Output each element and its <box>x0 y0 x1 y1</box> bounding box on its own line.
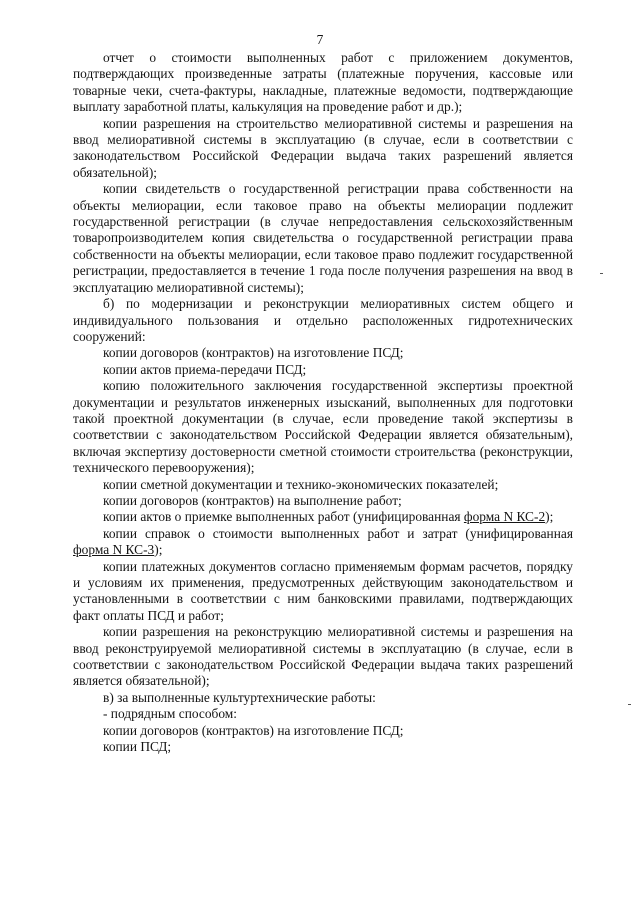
paragraph-7: копию положительного заключения государственной экспертизы проектной документации и результатов инженерных изысканий, выполненных для подготовки такой проектной документации (в случае, если проведение такой экспертизы в соответствии с законодательством Российской Федерации является обязательным), включая экспертизу достоверности сметной стоимости строительства (реконструкции, технического перевооружения); <box>73 378 573 476</box>
paragraph-11-text-after: ); <box>154 542 163 558</box>
paragraph-13: копии разрешения на реконструкцию мелиоративной системы и разрешения на ввод реконструируемой мелиоративной системы в эксплуатацию (в случае, если в соответствии с законодательством Российской Федерации выдача таких разрешений является обязательной); <box>73 624 573 689</box>
paragraph-16: копии договоров (контрактов) на изготовление ПСД; <box>103 722 404 738</box>
paragraph-6: копии актов приема-передачи ПСД; <box>103 361 307 377</box>
paragraph-14: в) за выполненные культуртехнические работы: <box>103 689 376 705</box>
form-ks3-link[interactable]: форма N КС-3 <box>73 542 155 558</box>
page-number: 7 <box>316 32 324 47</box>
paragraph-2: копии разрешения на строительство мелиоративной системы и разрешения на ввод мелиоративной системы в эксплуатацию (в случае, если в соответствии с законодательством Российской Федерации выдача таких разрешений является обязательной); <box>73 115 573 180</box>
paragraph-10-text-before: копии актов о приемке выполненных работ (унифицированная <box>103 509 464 525</box>
document-body <box>73 50 573 755</box>
paragraph-3: копии свидетельств о государственной регистрации права собственности на объекты мелиорации, если таковое право на объекты мелиорации подлежит государственной регистрации (в случае непредоставления сельскохозяйственным товаропроизводителем копия свидетельства о государственной регистрации права собственности на объекты мелиорации, если таковое право подлежит государственной регистрации, предоставляется в течение 1 года после получения разрешения на ввод в эксплуатацию мелиоративной системы); <box>73 181 573 295</box>
paragraph-10-text-after: ); <box>545 509 554 525</box>
paragraph-9: копии договоров (контрактов) на выполнение работ; <box>103 492 402 508</box>
paragraph-10 <box>73 509 573 525</box>
paragraph-15: - подрядным способом: <box>103 706 237 722</box>
paragraph-4: б) по модернизации и реконструкции мелиоративных систем общего и индивидуального пользования и отдельно расположенных гидротехнических сооружений: <box>73 296 573 344</box>
paragraph-17: копии ПСД; <box>103 739 172 755</box>
paragraph-11-text-before: копии справок о стоимости выполненных работ и затрат (унифицированная <box>103 525 573 541</box>
paragraph-1: отчет о стоимости выполненных работ с приложением документов, подтверждающих произведенные затраты (платежные поручения, кассовые или товарные чеки, счета-фактуры, накладные, платежные ведомости, подтверждающие выплату заработной платы, калькуляция на проведение работ и др.); <box>73 50 573 115</box>
paragraph-8: копии сметной документации и технико-экономических показателей; <box>103 476 499 492</box>
form-ks2-link[interactable]: форма N КС-2 <box>463 509 546 525</box>
paragraph-12: копии платежных документов согласно применяемым формам расчетов, порядку и условиям их применения, предусмотренных действующим законодательством и установленными в соответствии с ним банковскими правилами, подтверждающих факт оплаты ПСД и работ; <box>73 558 573 623</box>
paragraph-11 <box>73 526 573 559</box>
scan-speck <box>628 704 631 705</box>
scan-speck <box>600 273 603 274</box>
paragraph-5: копии договоров (контрактов) на изготовление ПСД; <box>103 345 404 361</box>
